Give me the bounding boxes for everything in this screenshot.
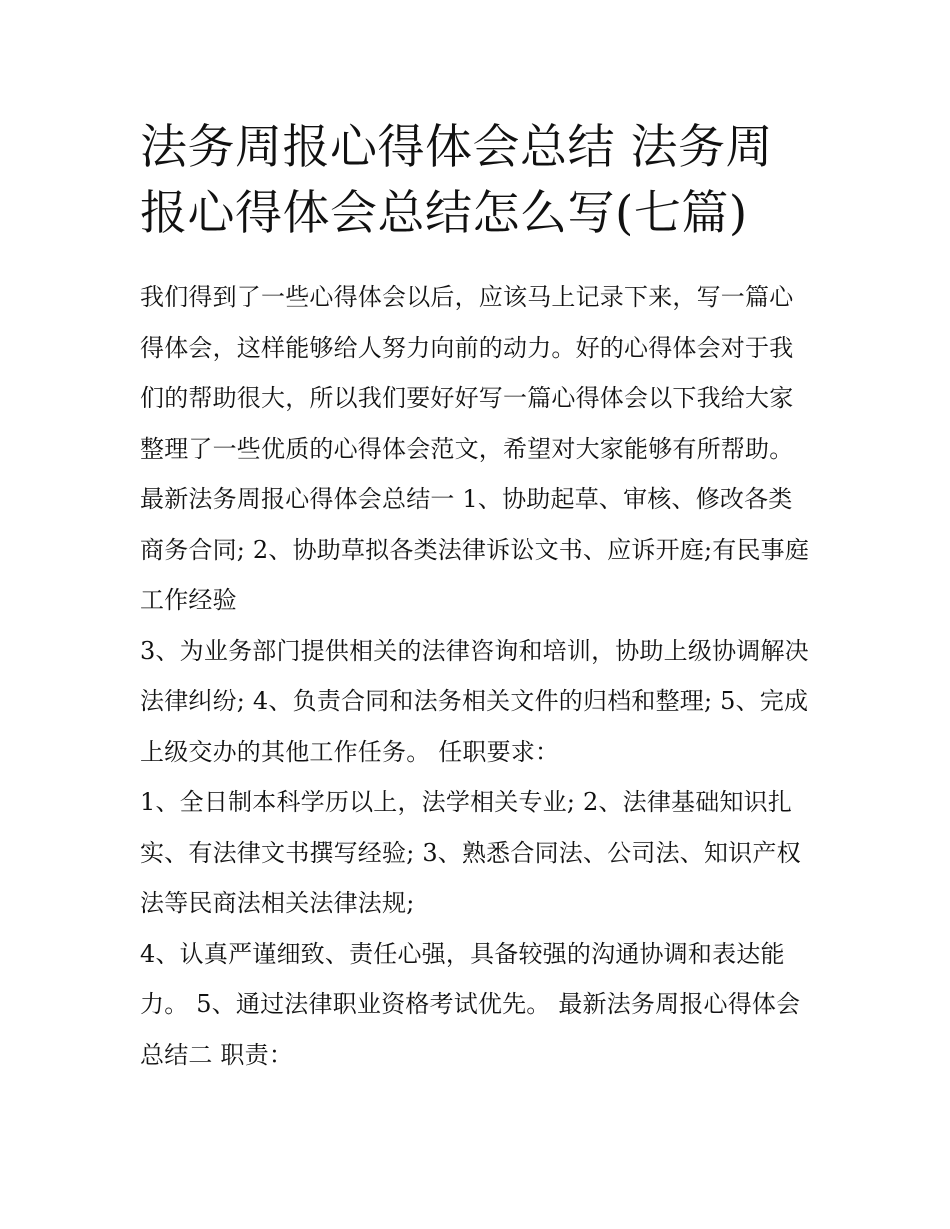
- intro-paragraph: 我们得到了一些心得体会以后，应该马上记录下来，写一篇心得体会，这样能够给人努力向前的动力。好的心得体会对于我们的帮助很大，所以我们要好好写一篇心得体会以下我给大家整理了一些优质的心得体会范文，希望对大家能够有所帮助。: [140, 283, 794, 463]
- body-paragraph: 3、为业务部门提供相关的法律咨询和培训，协助上级协调解决法律纠纷; 4、负责合同和法务相关文件的归档和整理; 5、完成上级交办的其他工作任务。 任职要求：: [140, 636, 809, 766]
- body-paragraph: 1、全日制本科学历以上，法学相关专业; 2、法律基础知识扎实、有法律文书撰写经验; 3、熟悉合同法、公司法、知识产权法等民商法相关法律法规;: [140, 788, 801, 917]
- body-paragraph: 最新法务周报心得体会总结一 1、协助起草、审核、修改各类商务合同; 2、协助草拟各类法律诉讼文书、应诉开庭;有民事庭工作经验: [140, 485, 810, 614]
- document-page: [140, 115, 815, 1080]
- body-paragraph: 4、认真严谨细致、责任心强，具备较强的沟通协调和表达能力。 5、通过法律职业资格考试优先。 最新法务周报心得体会总结二 职责：: [140, 939, 801, 1069]
- document-title: 法务周报心得体会总结 法务周报心得体会总结怎么写(七篇): [140, 120, 773, 241]
